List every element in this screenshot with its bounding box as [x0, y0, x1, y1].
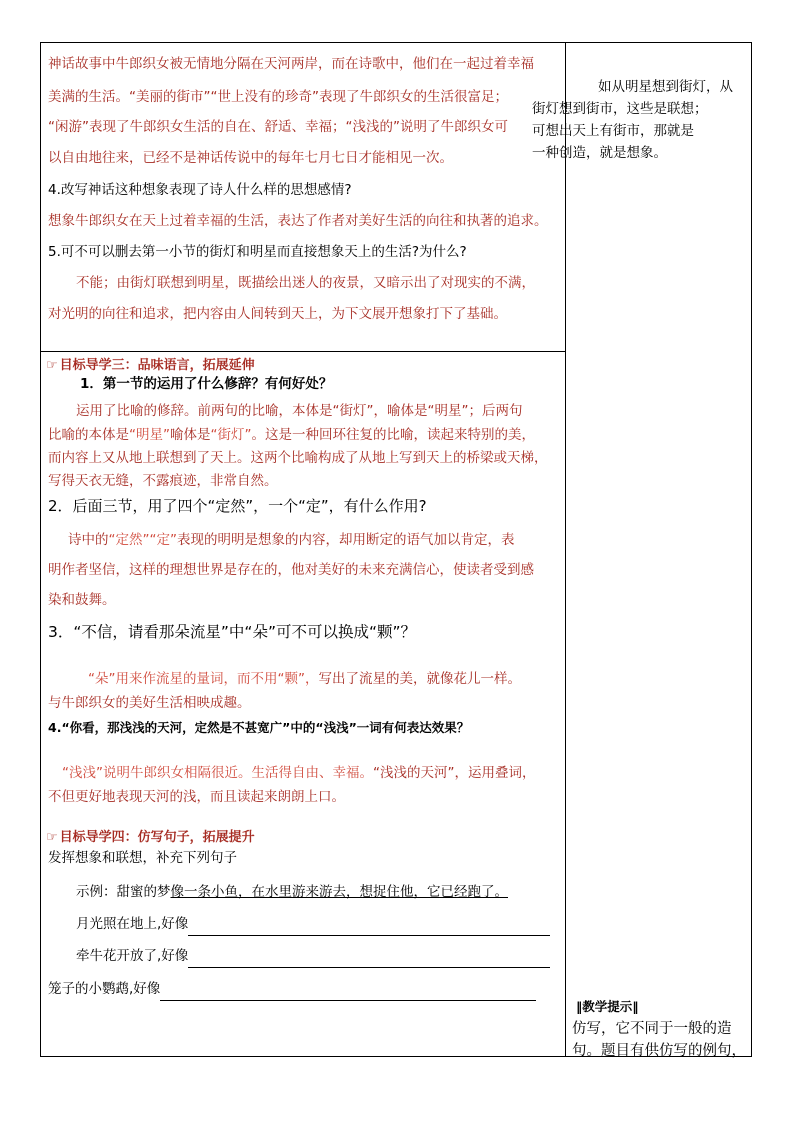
question-5: 5.可不可以删去第一小节的街灯和明星而直接想象天上的生活?为什么? — [48, 244, 467, 260]
s3-answer-2-line2: 明作者坚信，这样的理想世界是存在的，他对美好的未来充满信心，使读者受到感 — [48, 562, 534, 578]
s4-example: 示例：甜蜜的梦像一条小鱼，在水里游来游去，想捉住他，它已经跑了。 — [76, 884, 508, 900]
s3-answer-2-line3: 染和鼓舞。 — [48, 592, 116, 608]
hint-line1: 如从明星想到街灯，从 — [598, 79, 733, 95]
para1-line3: “闲游”表现了牛郎织女生活的自在、舒适、幸福；“浅浅的”说明了牛郎织女可 — [48, 119, 508, 135]
s4-item-2: 牵牛花开放了,好像 — [76, 945, 550, 968]
section3-title: 目标导学三：品味语言，拓展延伸 — [59, 358, 255, 373]
hint-line4: 一种创造，就是想象。 — [532, 145, 667, 161]
answer-blank-2[interactable] — [188, 951, 550, 968]
hint-line3: 可想出天上有街市，那就是 — [532, 123, 694, 139]
s4-item-3: 笼子的小鹦鹉,好像 — [48, 978, 536, 1001]
pointing-hand-icon: ☞ — [46, 358, 58, 373]
column-divider — [565, 43, 566, 1056]
s3-question-2: 2．后面三节，用了四个“定然”，一个“定”，有什么作用? — [48, 497, 427, 515]
answer-blank-1[interactable] — [188, 919, 550, 936]
section4-title: 目标导学四：仿写句子，拓展提升 — [59, 830, 255, 845]
s3-answer-1-line3: 而内容上又从地上联想到了天上。这两个比喻构成了从地上写到天上的桥梁或天梯， — [48, 450, 548, 466]
s3-question-3: 3．“不信，请看那朵流星”中“朵”可不可以换成“颗”？ — [48, 623, 417, 641]
answer-blank-3[interactable] — [160, 984, 536, 1001]
s4-item-1: 月光照在地上,好像 — [76, 913, 550, 936]
answer-5-line1: 不能；由街灯联想到明星，既描绘出迷人的夜景，又暗示出了对现实的不满， — [76, 275, 535, 291]
section4-heading — [46, 826, 255, 845]
row-divider — [41, 351, 565, 352]
s3-answer-3-line2: 与牛郎织女的美好生活相映成趣。 — [48, 695, 251, 711]
para1-line1: 神话故事中牛郎织女被无情地分隔在天河两岸，而在诗歌中，他们在一起过着幸福 — [48, 56, 534, 72]
s3-answer-1-line2: 比喻的本体是“明星”喻体是“街灯”。这是一种回环往复的比喻，读起来特别的美， — [48, 427, 535, 443]
s3-answer-2-line1: 诗中的“定然”“定”表现的明明是想象的内容，却用断定的语气加以肯定，表 — [68, 532, 515, 548]
s3-answer-4-line1: “浅浅”说明牛郎织女相隔很近。生活得自由、幸福。“浅浅的天河”，运用叠词， — [62, 765, 536, 781]
s3-question-4: 4.“你看，那浅浅的天河，定然是不甚宽广”中的“浅浅”一词有何表达效果？ — [48, 720, 470, 735]
section3-heading — [46, 354, 255, 373]
pointing-hand-icon: ☞ — [46, 830, 58, 845]
hint-line2: 街灯想到街市，这些是联想； — [532, 101, 708, 117]
question-4: 4.改写神话这种想象表现了诗人什么样的思想感情? — [48, 182, 352, 198]
teaching-tip-line1: 仿写，它不同于一般的造 — [572, 1021, 732, 1037]
answer-4: 想象牛郎织女在天上过着幸福的生活，表达了作者对美好生活的向往和执著的追求。 — [48, 213, 548, 229]
s3-answer-4-line2: 不但更好地表现天河的浅，而且读起来朗朗上口。 — [48, 789, 345, 805]
s4-intro: 发挥想象和联想，补充下列句子 — [48, 850, 237, 866]
s3-answer-1-line1: 运用了比喻的修辞。前两句的比喻，本体是“街灯”，喻体是“明星”；后两句 — [76, 403, 523, 419]
para1-line2: 美满的生活。“美丽的街市”“世上没有的珍奇”表现了牛郎织女的生活很富足； — [48, 89, 508, 105]
teaching-tip-label: ‖教学提示‖ — [576, 999, 639, 1014]
answer-5-line2: 对光明的向往和追求，把内容由人间转到天上，为下文展开想象打下了基础。 — [48, 306, 507, 322]
para1-line4: 以自由地往来，已经不是神话传说中的每年七月七日才能相见一次。 — [48, 150, 453, 166]
s3-question-1: 1．第一节的运用了什么修辞？有何好处？ — [80, 376, 333, 392]
s3-answer-3-line1: “朵”用来作流星的量词，而不用“颗”，写出了流星的美，就像花儿一样。 — [88, 671, 521, 687]
s3-answer-1-line4: 写得天衣无缝，不露痕迹，非常自然。 — [48, 473, 278, 489]
teaching-tip-line2: 句。题目有供仿写的例句， — [572, 1043, 746, 1059]
